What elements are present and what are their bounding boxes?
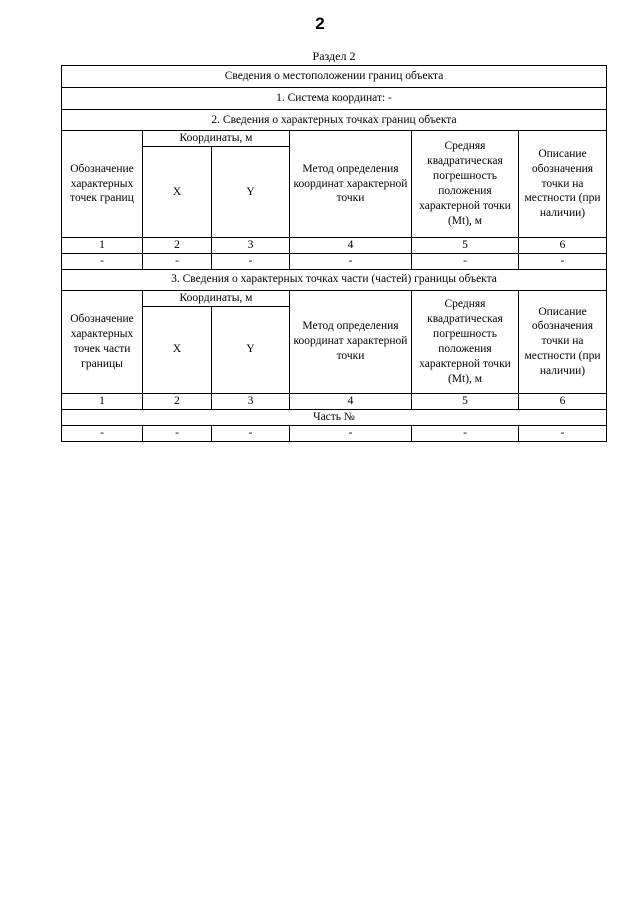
block3-val-2: - xyxy=(143,425,212,441)
boundary-info-table xyxy=(61,65,607,442)
block3-col-y: Y xyxy=(212,306,290,393)
block2-num-6: 6 xyxy=(519,238,607,254)
block2-value-row xyxy=(62,253,607,269)
block3-part-label: Часть № xyxy=(62,409,607,425)
block3-val-4: - xyxy=(290,425,412,441)
block3-val-5: - xyxy=(412,425,519,441)
block2-number-row xyxy=(62,238,607,254)
block2-heading: 2. Сведения о характерных точках границ объекта xyxy=(62,110,607,131)
block3-num-3: 3 xyxy=(212,393,290,409)
block3-val-1: - xyxy=(62,425,143,441)
block2-num-4: 4 xyxy=(290,238,412,254)
block2-num-2: 2 xyxy=(143,238,212,254)
block2-col-error: Средняя квадратическая погрешность положения характерной точки (Mt), м xyxy=(412,131,519,238)
page-number: 2 xyxy=(315,14,325,33)
block3-value-row xyxy=(62,425,607,441)
block2-col-coords: Координаты, м xyxy=(143,131,290,147)
block2-col-description: Описание обозначения точки на местности (при наличии) xyxy=(519,131,607,238)
block3-number-row xyxy=(62,393,607,409)
block3-col-designation: Обозначение характерных точек части границы xyxy=(62,290,143,393)
block2-num-1: 1 xyxy=(62,238,143,254)
block3-col-description: Описание обозначения точки на местности (при наличии) xyxy=(519,290,607,393)
block2-num-5: 5 xyxy=(412,238,519,254)
block2-col-x: X xyxy=(143,147,212,238)
block3-num-4: 4 xyxy=(290,393,412,409)
block3-col-error: Средняя квадратическая погрешность положения характерной точки (Mt), м xyxy=(412,290,519,393)
block3-val-3: - xyxy=(212,425,290,441)
block2-val-4: - xyxy=(290,253,412,269)
table-title: Сведения о местоположении границ объекта xyxy=(62,66,607,88)
block3-num-6: 6 xyxy=(519,393,607,409)
block2-col-designation: Обозначение характерных точек границ xyxy=(62,131,143,238)
block3-heading: 3. Сведения о характерных точках части (частей) границы объекта xyxy=(62,269,607,290)
block3-col-method: Метод определения координат характерной точки xyxy=(290,290,412,393)
block2-val-3: - xyxy=(212,253,290,269)
block2-col-y: Y xyxy=(212,147,290,238)
block2-val-1: - xyxy=(62,253,143,269)
block2-val-2: - xyxy=(143,253,212,269)
block2-num-3: 3 xyxy=(212,238,290,254)
block3-col-coords: Координаты, м xyxy=(143,290,290,306)
block3-num-5: 5 xyxy=(412,393,519,409)
block3-col-x: X xyxy=(143,306,212,393)
block2-val-5: - xyxy=(412,253,519,269)
coord-system-row: 1. Система координат: - xyxy=(62,88,607,110)
section-label: Раздел 2 xyxy=(312,49,356,63)
block2-col-method: Метод определения координат характерной точки xyxy=(290,131,412,238)
block3-num-1: 1 xyxy=(62,393,143,409)
block3-val-6: - xyxy=(519,425,607,441)
block3-num-2: 2 xyxy=(143,393,212,409)
block2-val-6: - xyxy=(519,253,607,269)
